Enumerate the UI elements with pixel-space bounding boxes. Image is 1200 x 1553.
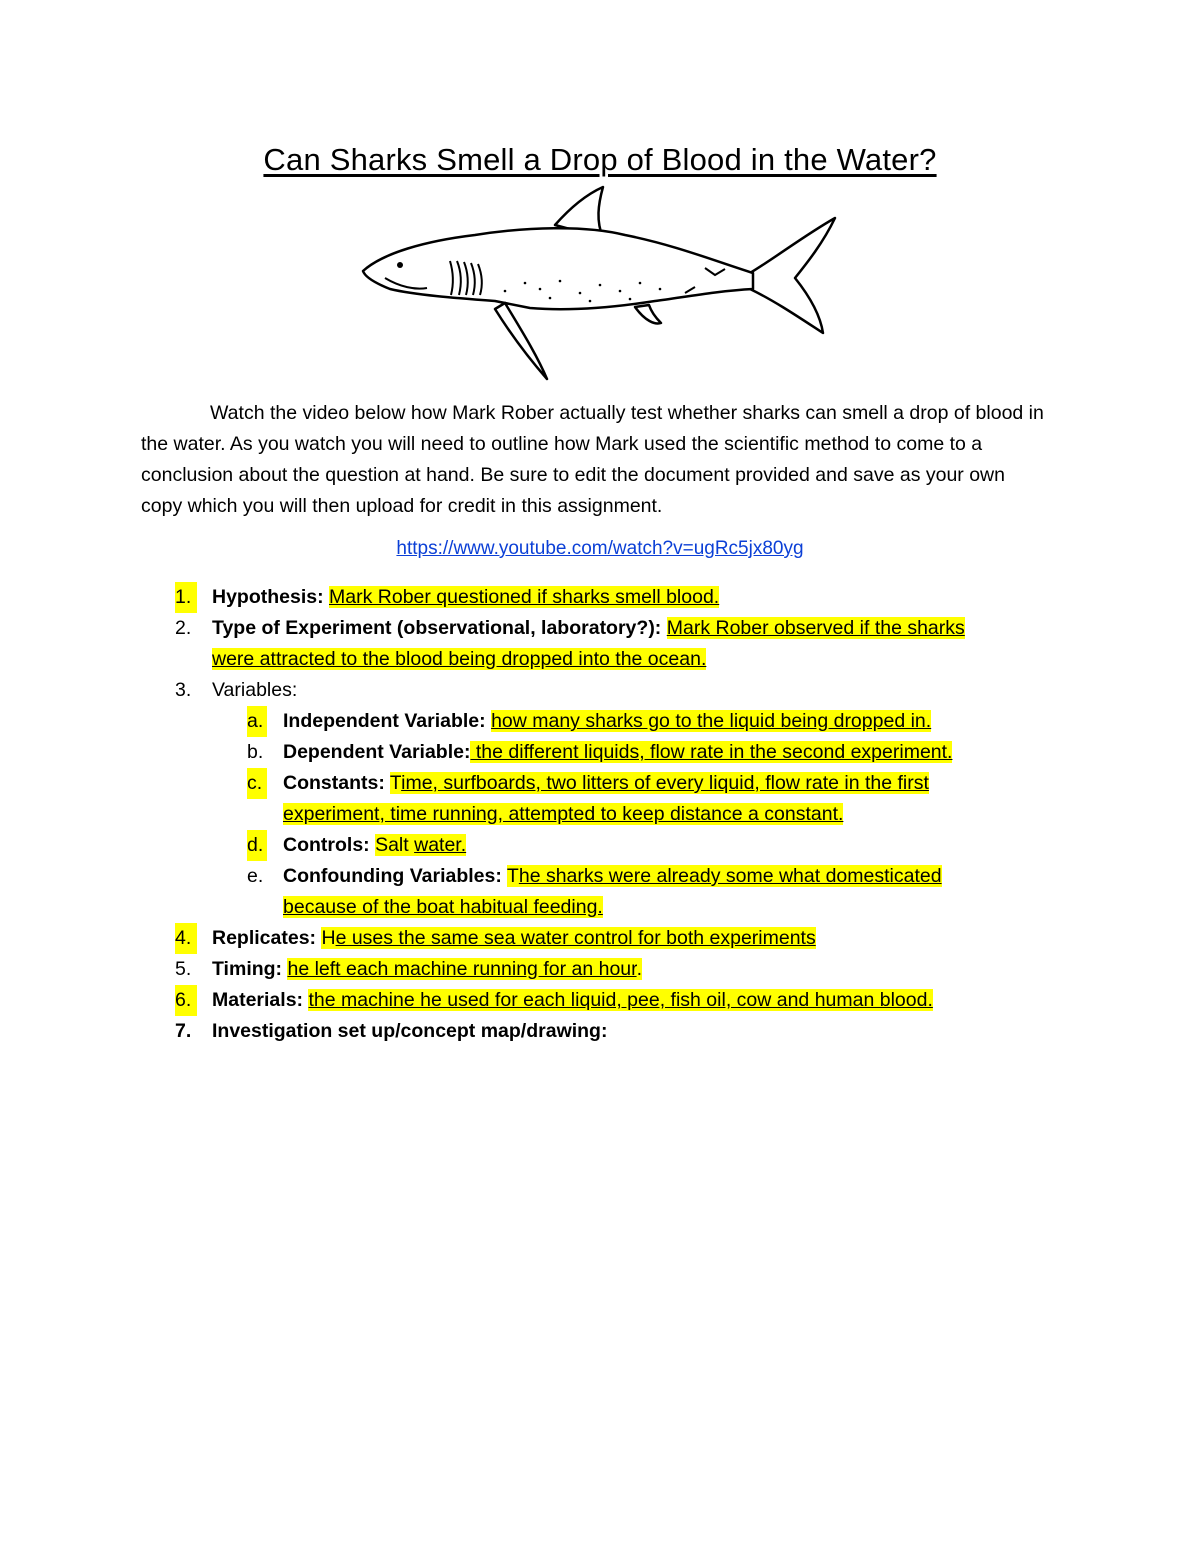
item-number: a. [247,706,267,737]
materials-label: Materials: [212,989,304,1011]
item-number: b. [247,741,264,763]
controls-answer-first[interactable]: Salt [375,834,409,856]
variables-label: Variables: [212,679,298,701]
confounding-variables-label: Confounding Variables: [283,865,502,887]
timing-label: Timing: [212,958,283,980]
hypothesis-answer[interactable]: Mark Rober questioned if sharks smell blood. [329,586,720,608]
item-number: 3. [175,679,192,701]
dependent-variable-label: Dependent Variable: [283,741,471,763]
item-number: 2. [175,617,192,639]
independent-variable-label: Independent Variable: [283,710,486,732]
item-number: c. [247,768,267,799]
investigation-label: Investigation set up/concept map/drawing: [212,1020,608,1042]
experiment-type-answer-line2[interactable]: were attracted to the blood being dropped into the ocean. [212,648,707,670]
replicates-answer-first-letter[interactable]: H [321,927,336,949]
item-number: 4. [175,923,197,954]
youtube-video-link[interactable]: https://www.youtube.com/watch?v=ugRc5jx80yg [396,538,804,559]
confounding-answer-first-letter[interactable]: T [506,865,519,887]
shark-illustration [355,183,845,383]
instructions-text: Watch the video below how Mark Rober actually test whether sharks can smell a drop of blood in the water. As you watch you will need to outline how Mark used the scientific method to come to a conclusion about the question at hand. Be sure to edit the document provided and save as your own copy which you will then upload for credit in this assignment. [141,402,1044,517]
materials-answer[interactable]: the machine he used for each liquid, pee, fish oil, cow and human blood. [308,989,933,1011]
replicates-label: Replicates: [212,927,317,949]
controls-label: Controls: [283,834,370,856]
item-number: 5. [175,958,192,980]
experiment-type-label: Type of Experiment (observational, laboratory?): [212,617,662,639]
constants-label: Constants: [283,772,385,794]
experiment-type-answer-line1[interactable]: Mark Rober observed if the sharks [666,617,965,639]
timing-answer[interactable]: he left each machine running for an hour [287,958,637,980]
independent-variable-answer[interactable]: how many sharks go to the liquid being dropped in. [491,710,932,732]
item-number: 6. [175,985,197,1016]
dependent-variable-answer[interactable]: the different liquids, flow rate in the second experiment. [470,741,953,763]
item-number: 7. [175,1020,192,1042]
controls-answer-rest[interactable]: water. [414,834,467,856]
instructions-paragraph [141,398,1051,522]
hypothesis-label: Hypothesis: [212,586,324,608]
replicates-answer[interactable]: e uses the same sea water control for both experiments [335,927,816,949]
confounding-answer-line2[interactable]: because of the boat habitual feeding. [283,896,603,918]
constants-answer-line2[interactable]: experiment, time running, attempted to keep distance a constant. [283,803,844,825]
item-number: 1. [175,582,197,613]
item-number: d. [247,830,267,861]
constants-answer-line1[interactable]: ime, surfboards, two litters of every liquid, flow rate in the first [401,772,929,794]
timing-answer-period: . [636,958,642,980]
document-title: Can Sharks Smell a Drop of Blood in the Water? [263,142,937,177]
constants-answer-first-letter[interactable]: T [389,772,402,794]
confounding-answer-line1[interactable]: he sharks were already some what domesticated [518,865,942,887]
item-number: e. [247,865,264,887]
